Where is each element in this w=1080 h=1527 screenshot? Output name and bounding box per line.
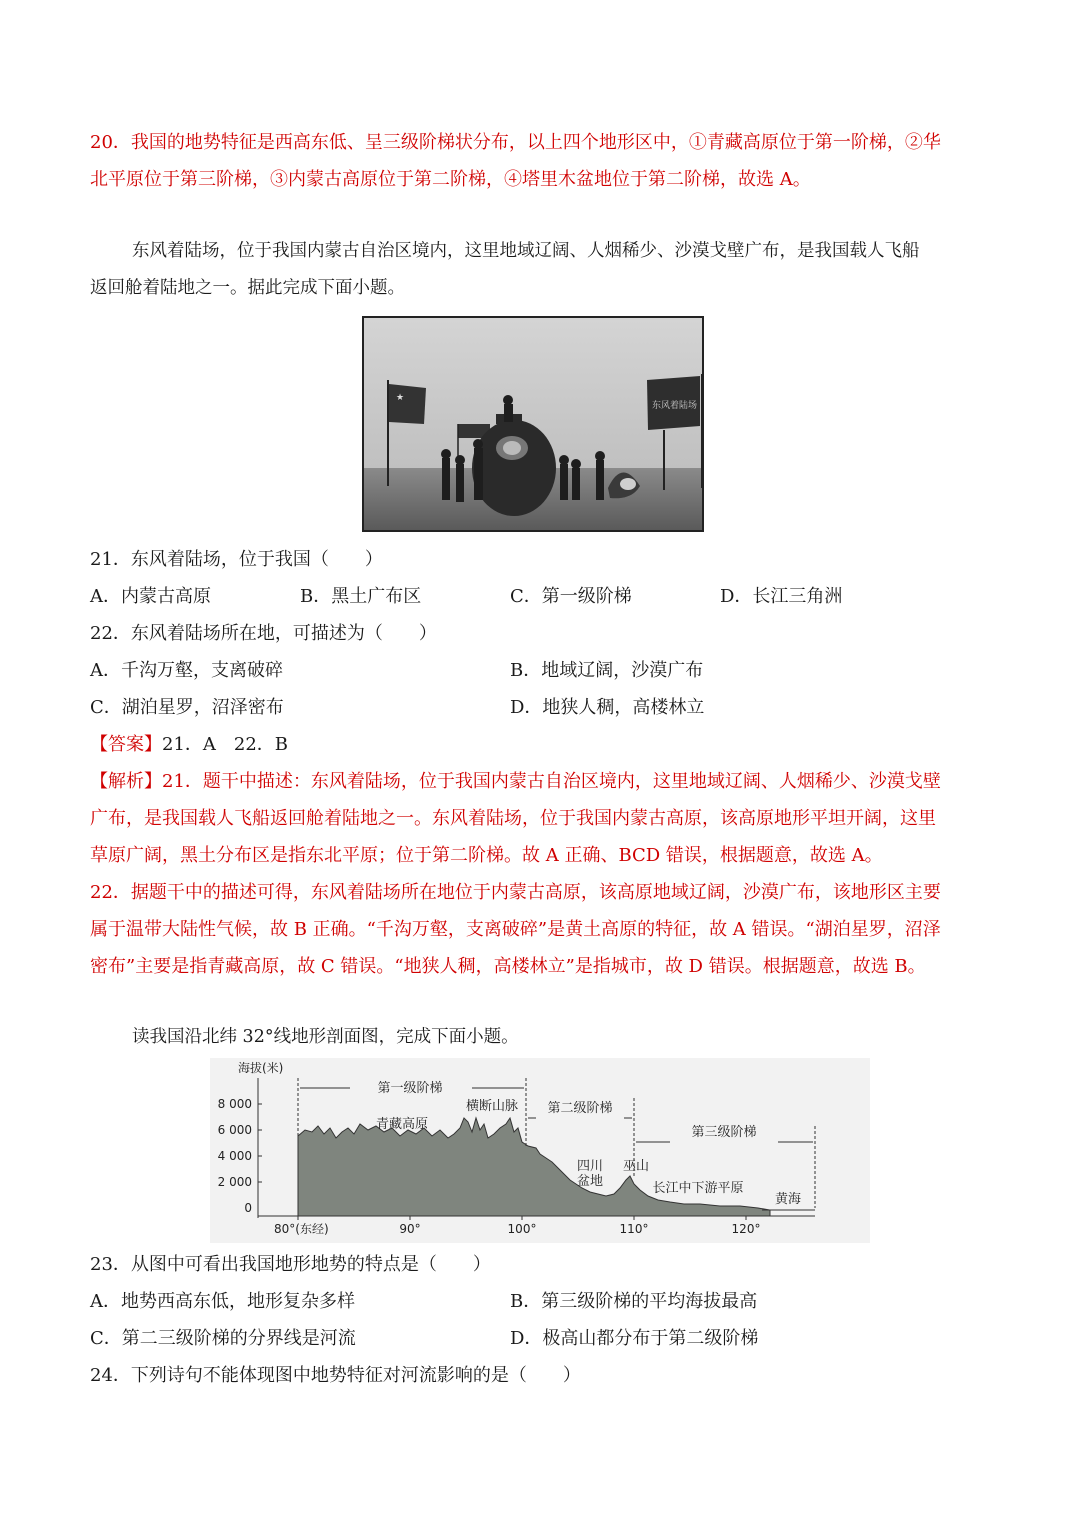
flag-right-text: 东风着陆场: [652, 401, 698, 411]
q21-option-c[interactable]: C．第一级阶梯: [510, 586, 632, 607]
capsule-landing-photo: [362, 316, 704, 532]
step-three-label: 第三级阶梯: [691, 1125, 757, 1140]
label-qingzang: 青藏高原: [375, 1117, 429, 1132]
q21-option-a[interactable]: A．内蒙古高原: [90, 586, 211, 607]
q23-option-a[interactable]: A．地势西高东低，地形复杂多样: [90, 1291, 355, 1312]
analysis-line-5: 属于温带大陆性气候，故 B 正确。“千沟万壑，支离破碎”是黄土高原的特征，故 A 错误。“湖泊星罗，沼泽: [90, 919, 941, 940]
ytick-2000: 2 000: [217, 1175, 252, 1189]
q22-option-b[interactable]: B．地域辽阔，沙漠广布: [510, 660, 704, 681]
q22-stem: 22．东风着陆场所在地，可描述为（ ）: [90, 623, 437, 644]
xtick-120: 120°: [731, 1222, 761, 1236]
analysis-line-6: 密布”主要是指青藏高原，故 C 错误。“地狭人稠，高楼林立”是指城市，故 D 错误。根据题意，故选 B。: [90, 956, 926, 977]
ytick-0: 0: [244, 1201, 252, 1215]
label-huanghai: 黄海: [774, 1192, 802, 1207]
intro-paragraph-line-1: 东风着陆场，位于我国内蒙古自治区境内，这里地域辽阔、人烟稀少、沙漠戈壁广布，是我国载人飞船: [132, 241, 920, 261]
q24-stem: 24．下列诗句不能体现图中地势特征对河流影响的是（ ）: [90, 1365, 581, 1386]
analysis-line-2: 广布，是我国载人飞船返回舱着陆地之一。东风着陆场，位于我国内蒙古高原，该高原地形平坦开阔，这里: [90, 808, 936, 829]
answer-text: 21．A 22．B: [162, 734, 289, 755]
q23-option-c[interactable]: C．第二三级阶梯的分界线是河流: [90, 1328, 356, 1349]
label-changjiang: 长江中下游平原: [652, 1181, 744, 1196]
answer-label: 【答案】: [90, 734, 162, 755]
xtick-80: 80°(东经): [274, 1222, 329, 1236]
ytick-8000: 8 000: [217, 1097, 252, 1111]
ytick-6000: 6 000: [217, 1123, 252, 1137]
intro-paragraph-line-2: 返回舱着陆地之一。据此完成下面小题。: [90, 278, 405, 298]
analysis-line-3: 草原广阔，黑土分布区是指东北平原；位于第二阶梯。故 A 正确、BCD 错误，根据题意，故选 A。: [90, 845, 883, 866]
capsule-landing-image: [364, 318, 702, 530]
terrain-profile-svg: [210, 1058, 870, 1243]
q20-explanation-line-2: 北平原位于第三阶梯，③内蒙古高原位于第二阶梯，④塔里木盆地位于第二阶梯，故选 A。: [90, 169, 811, 190]
q22-option-d[interactable]: D．地狭人稠，高楼林立: [510, 697, 705, 718]
analysis-line-1: [90, 770, 941, 794]
q23-option-b[interactable]: B．第三级阶梯的平均海拔最高: [510, 1291, 758, 1312]
answer-line: [90, 733, 288, 757]
q21-stem: 21．东风着陆场，位于我国（ ）: [90, 549, 383, 570]
analysis-text-1: 21．题干中描述：东风着陆场，位于我国内蒙古自治区境内，这里地域辽阔、人烟稀少、沙漠戈壁: [162, 771, 941, 792]
label-sichuan-2: 盆地: [576, 1174, 604, 1189]
analysis-label: 【解析】: [90, 771, 162, 792]
q23-stem: 23．从图中可看出我国地形地势的特点是（ ）: [90, 1254, 491, 1275]
ytick-4000: 4 000: [217, 1149, 252, 1163]
q22-option-c[interactable]: C．湖泊星罗，沼泽密布: [90, 697, 284, 718]
xtick-90: 90°: [399, 1222, 421, 1236]
step-two-label: 第二级阶梯: [547, 1101, 613, 1116]
step-one-label: 第一级阶梯: [377, 1081, 443, 1096]
terrain-profile-figure: [210, 1058, 870, 1243]
q23-option-d[interactable]: D．极高山都分布于第二级阶梯: [510, 1328, 759, 1349]
profile-intro: 读我国沿北纬 32°线地形剖面图，完成下面小题。: [132, 1027, 519, 1047]
svg-text:★: ★: [396, 393, 405, 403]
label-hengduan: 横断山脉: [465, 1099, 519, 1114]
q21-option-d[interactable]: D．长江三角洲: [720, 586, 843, 607]
q20-explanation-line-1: 20．我国的地势特征是西高东低、呈三级阶梯状分布，以上四个地形区中，①青藏高原位于第一阶梯，②华: [90, 132, 941, 153]
xtick-100: 100°: [507, 1222, 537, 1236]
q21-option-b[interactable]: B．黑土广布区: [300, 586, 422, 607]
label-sichuan-1: 四川: [576, 1159, 604, 1174]
q22-option-a[interactable]: A．千沟万壑，支离破碎: [90, 660, 283, 681]
xtick-110: 110°: [619, 1222, 649, 1236]
profile-ylabel: 海拔(米): [238, 1061, 284, 1075]
analysis-line-4: 22．据题干中的描述可得，东风着陆场所在地位于内蒙古高原，该高原地域辽阔，沙漠广布，该地形区主要: [90, 882, 941, 903]
label-wushan: 巫山: [622, 1159, 650, 1174]
